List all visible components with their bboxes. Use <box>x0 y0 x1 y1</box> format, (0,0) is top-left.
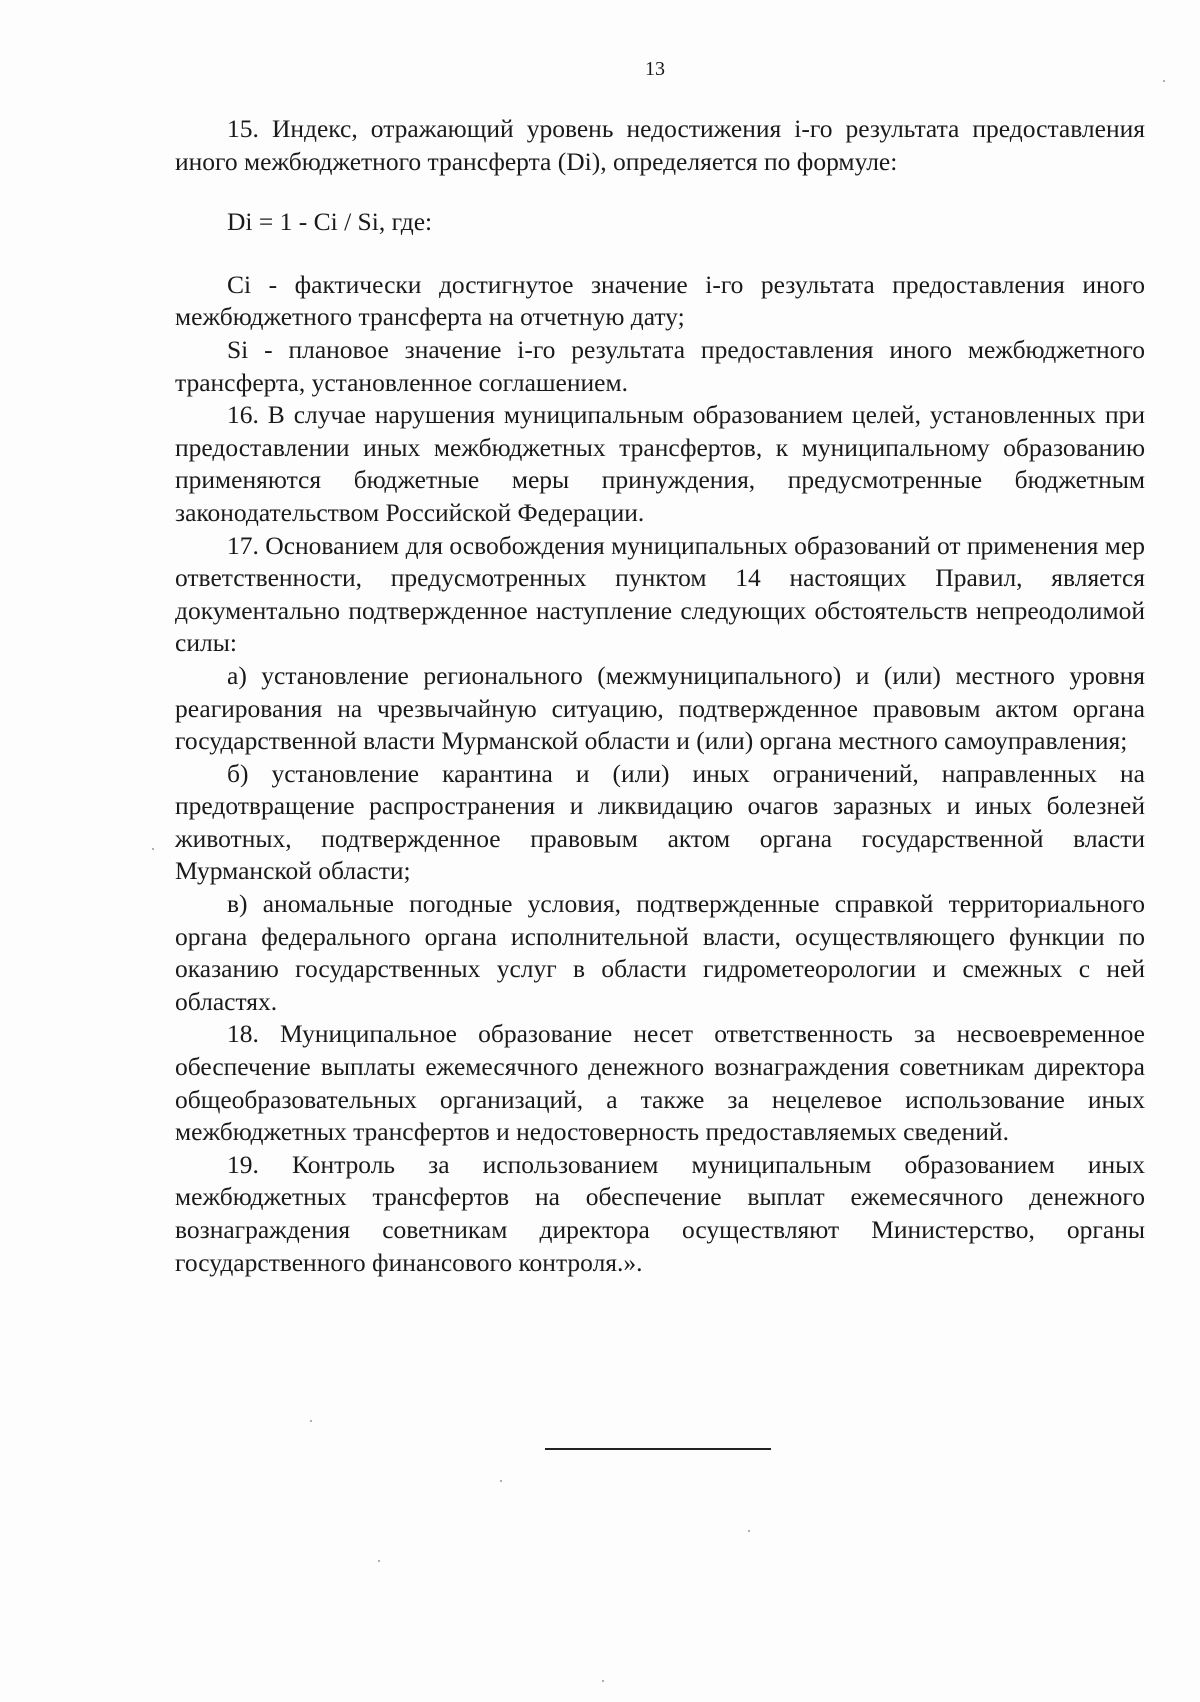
paragraph-17: 17. Основанием для освобождения муниципальных образований от применения мер ответственности, предусмотренных пунктом 14 настоящих Правил, является документально подтвержденное наступление следующих обстоятельств непреодолимой силы: <box>175 530 1145 658</box>
scan-speck <box>310 1420 312 1422</box>
paragraph-18: 18. Муниципальное образование несет ответственность за несвоевременное обеспечение выплаты ежемесячного денежного вознаграждения советникам директора общеобразовательных организаций, а также за нецелевое использование иных межбюджетных трансфертов и недостоверность предоставляемых сведений. <box>175 1019 1145 1147</box>
scan-speck <box>748 1530 750 1532</box>
paragraph-17-a: а) установление регионального (межмуниципального) и (или) местного уровня реагирования на чрезвычайную ситуацию, подтвержденное правовым актом органа государственной власти Мурманской области и (или) органа местного самоуправления; <box>175 660 1145 756</box>
paragraph-17-c: в) аномальные погодные условия, подтвержденные справкой территориального органа федерального органа исполнительной власти, осуществляющего функции по оказанию государственных услуг в области гидрометеорологии и смежных с ней областях. <box>175 889 1145 1016</box>
formula: Di = 1 - Ci / Si, где: <box>227 207 433 237</box>
end-divider-line <box>545 1448 771 1450</box>
paragraph-16: 16. В случае нарушения муниципальным образованием целей, установленных при предоставлении иных межбюджетных трансфертов, к муниципальному образованию применяются бюджетные меры принуждения, предусмотренные бюджетным законодательством Российской Федерации. <box>175 400 1145 527</box>
scan-speck <box>152 848 154 850</box>
paragraph-19: 19. Контроль за использованием муниципальным образованием иных межбюджетных трансфертов на обеспечение выплат ежемесячного денежного вознаграждения советникам директора осуществляют Министерство, органы государственного финансового контроля.». <box>175 1149 1145 1277</box>
document-body <box>175 113 1145 1279</box>
page-number: 13 <box>645 58 665 80</box>
definition-si: Si - плановое значение i-го результата предоставления иного межбюджетного трансферта, установленное соглашением. <box>175 334 1145 397</box>
scan-speck <box>1163 80 1165 82</box>
definition-ci: Ci - фактически достигнутое значение i-го результата предоставления иного межбюджетного трансферта на отчетную дату; <box>175 269 1145 332</box>
scan-speck <box>378 1560 380 1562</box>
scan-speck <box>602 1680 604 1682</box>
paragraph-15: 15. Индекс, отражающий уровень недостижения i-го результата предоставления иного межбюджетного трансферта (Di), определяется по формуле: <box>175 114 1145 176</box>
scan-speck <box>500 1480 502 1482</box>
paragraph-17-b: б) установление карантина и (или) иных ограничений, направленных на предотвращение распространения и ликвидацию очагов заразных и иных болезней животных, подтвержденное правовым актом органа государственной власти Мурманской области; <box>175 758 1145 886</box>
